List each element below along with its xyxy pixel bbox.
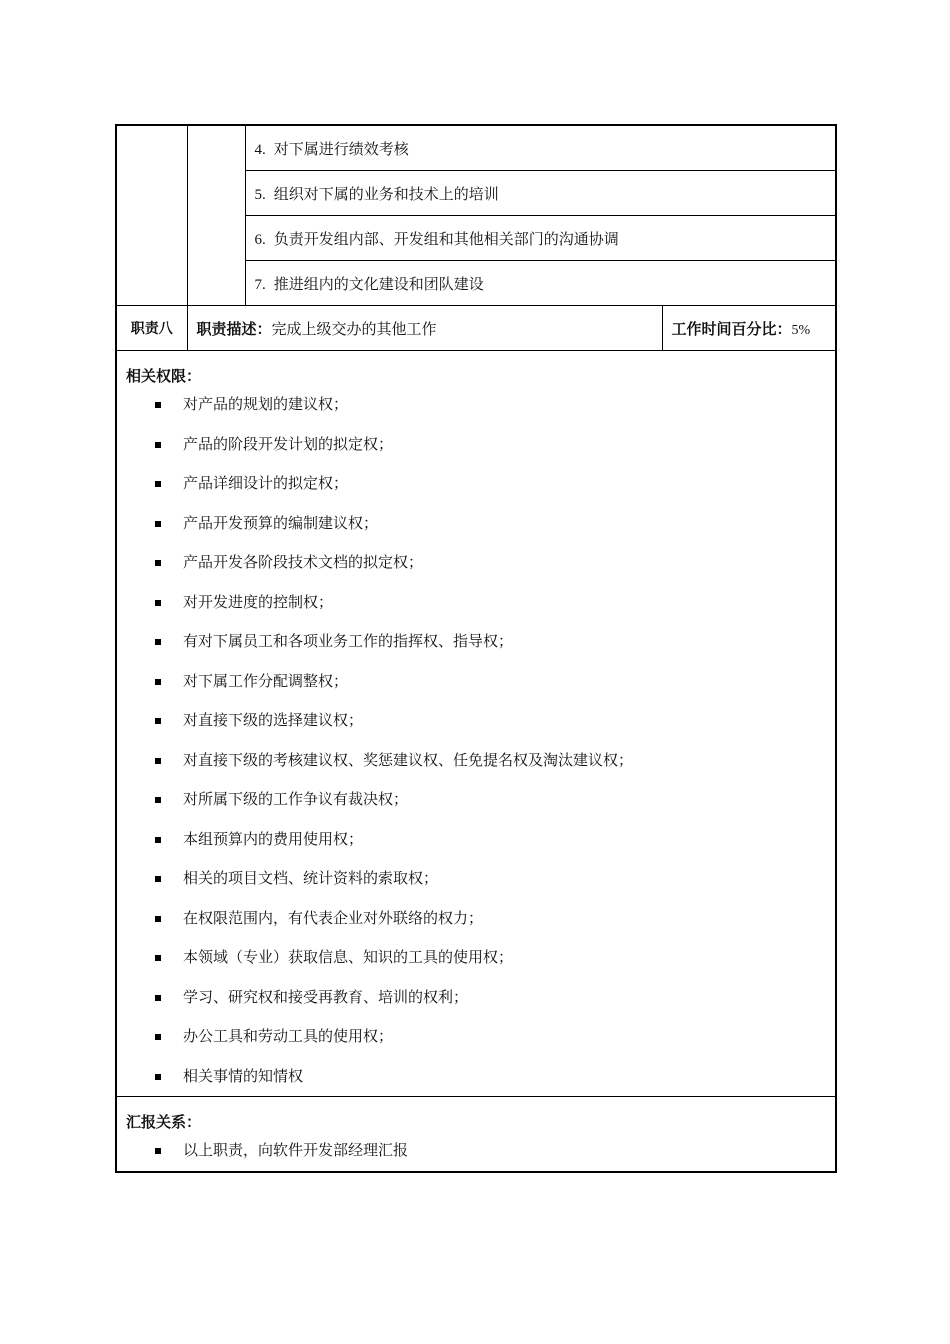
list-item-text: 产品详细设计的拟定权； <box>183 474 349 492</box>
square-bullet-icon <box>155 560 161 566</box>
list-item-text: 产品开发预算的编制建议权； <box>183 513 379 532</box>
list-item-text: 对开发进度的控制权； <box>183 592 334 611</box>
list-item-text: 相关事情的知情权 <box>183 1066 304 1085</box>
square-bullet-icon <box>155 442 161 448</box>
square-bullet-icon <box>155 481 161 487</box>
list-item <box>117 978 835 1018</box>
duty-description-text: 完成上级交办的其他工作 <box>271 319 437 338</box>
list-item <box>117 899 835 939</box>
authority-list <box>117 385 835 1096</box>
duty-description <box>187 306 662 351</box>
sub-item-text: 负责开发组内部、开发组和其他相关部门的沟通协调 <box>273 229 619 248</box>
list-item <box>117 741 835 781</box>
square-bullet-icon <box>155 758 161 764</box>
square-bullet-icon <box>155 402 161 408</box>
authority-section <box>116 351 836 1097</box>
square-bullet-icon <box>155 797 161 803</box>
sub-item-number: 5. <box>254 186 266 203</box>
list-item-text: 相关的项目文档、统计资料的索取权； <box>183 869 439 887</box>
work-time-ratio-value: 5% <box>791 322 811 338</box>
duty-label-cell-empty <box>116 125 187 306</box>
list-item-text: 对产品的规划的建议权； <box>183 395 349 413</box>
list-item-text: 办公工具和劳动工具的使用权； <box>183 1027 394 1045</box>
square-bullet-icon <box>155 1074 161 1080</box>
square-bullet-icon <box>155 916 161 922</box>
list-item <box>117 464 835 504</box>
reporting-title: 汇报关系： <box>126 1113 202 1131</box>
list-item <box>117 820 835 860</box>
sub-item-text: 推进组内的文化建设和团队建设 <box>273 274 484 293</box>
duty-description-label: 职责描述： <box>196 319 272 338</box>
list-item-text: 产品开发各阶段技术文档的拟定权； <box>183 553 424 571</box>
list-item-text: 有对下属员工和各项业务工作的指挥权、指导权； <box>183 632 514 650</box>
reporting-list <box>117 1131 835 1171</box>
square-bullet-icon <box>155 679 161 685</box>
list-item <box>117 543 835 583</box>
duty-label: 职责八 <box>116 306 187 351</box>
list-item-text: 学习、研究权和接受再教育、培训的权利； <box>183 987 469 1006</box>
list-item-text: 在权限范围内，有代表企业对外联络的权力； <box>183 908 484 927</box>
list-item-text: 本组预算内的费用使用权； <box>183 829 364 848</box>
square-bullet-icon <box>155 995 161 1001</box>
square-bullet-icon <box>155 955 161 961</box>
list-item <box>117 1017 835 1057</box>
duty-sub-item <box>245 261 836 306</box>
list-item <box>117 938 835 978</box>
authority-title: 相关权限： <box>126 367 202 385</box>
square-bullet-icon <box>155 521 161 527</box>
job-description-table <box>115 124 837 1173</box>
sub-item-text: 组织对下属的业务和技术上的培训 <box>273 184 499 203</box>
sub-item-number: 6. <box>254 231 266 248</box>
list-item <box>117 780 835 820</box>
list-item <box>117 859 835 899</box>
square-bullet-icon <box>155 876 161 882</box>
job-description-page <box>115 124 835 1173</box>
list-item <box>117 1131 835 1171</box>
duty-sub-item <box>245 216 836 261</box>
duty-sub-cell-empty <box>187 125 245 306</box>
square-bullet-icon <box>155 837 161 843</box>
list-item <box>117 701 835 741</box>
work-time-ratio <box>662 306 836 351</box>
list-item-text: 对下属工作分配调整权； <box>183 671 349 690</box>
list-item-text: 对所属下级的工作争议有裁决权； <box>183 790 409 808</box>
list-item <box>117 622 835 662</box>
duty-sub-item <box>245 171 836 216</box>
square-bullet-icon <box>155 1148 161 1154</box>
list-item-text: 以上职责，向软件开发部经理汇报 <box>183 1141 409 1159</box>
sub-item-number: 4. <box>254 141 266 158</box>
list-item-text: 产品的阶段开发计划的拟定权； <box>183 434 394 453</box>
list-item-text: 对直接下级的选择建议权； <box>183 711 364 729</box>
list-item <box>117 1057 835 1097</box>
square-bullet-icon <box>155 639 161 645</box>
sub-item-number: 7. <box>254 276 266 293</box>
reporting-section <box>116 1097 836 1172</box>
square-bullet-icon <box>155 600 161 606</box>
sub-item-text: 对下属进行绩效考核 <box>273 139 409 158</box>
duty-sub-item <box>245 125 836 171</box>
work-time-ratio-label: 工作时间百分比： <box>671 319 792 338</box>
list-item <box>117 662 835 702</box>
list-item-text: 本领域（专业）获取信息、知识的工具的使用权； <box>183 948 514 966</box>
square-bullet-icon <box>155 1034 161 1040</box>
square-bullet-icon <box>155 718 161 724</box>
list-item <box>117 385 835 425</box>
list-item-text: 对直接下级的考核建议权、奖惩建议权、任免提名权及淘汰建议权； <box>183 750 634 769</box>
list-item <box>117 504 835 544</box>
list-item <box>117 425 835 465</box>
list-item <box>117 583 835 623</box>
